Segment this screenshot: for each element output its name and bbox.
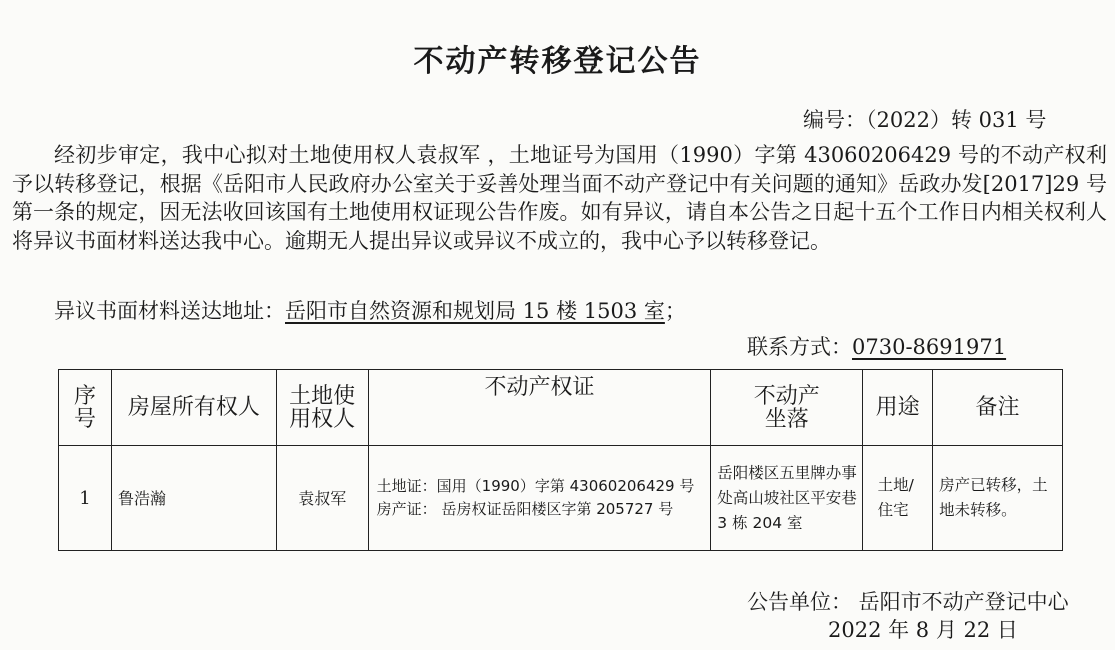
row-usage: 土地/住宅 xyxy=(863,446,933,551)
row-seq: 1 xyxy=(59,446,112,551)
house-certificate: 房产证： 岳房权证岳阳楼区字第 205727 号 xyxy=(376,500,674,518)
contact-label: 联系方式： xyxy=(747,335,852,359)
address-suffix: ； xyxy=(664,299,686,323)
header-owner: 房屋所有权人 xyxy=(111,370,276,446)
header-usage: 用途 xyxy=(863,370,933,446)
table-header-row xyxy=(59,370,1063,446)
objection-address xyxy=(54,295,686,325)
announcement-body xyxy=(12,141,1107,255)
row-remark: 房产已转移，土地未转移。 xyxy=(933,446,1063,551)
header-seq: 序号 xyxy=(59,370,112,446)
announcement-date: 2022 年 8 月 22 日 xyxy=(828,618,1018,642)
address-label: 异议书面材料送达地址： xyxy=(54,299,285,323)
land-certificate: 土地证：国用（1990）字第 43060206429 号 xyxy=(376,477,695,495)
row-location: 岳阳楼区五里牌办事处高山坡社区平安巷 3 栋 204 室 xyxy=(711,446,863,551)
row-certificate xyxy=(368,446,711,551)
header-remark: 备注 xyxy=(933,370,1063,446)
document-number: 编号：（2022）转 031 号 xyxy=(803,108,1047,132)
address-value: 岳阳市自然资源和规划局 15 楼 1503 室 xyxy=(285,299,665,323)
header-land-user: 土地使用权人 xyxy=(276,370,368,446)
header-certificate: 不动产权证 xyxy=(368,370,711,446)
row-owner: 鲁浩瀚 xyxy=(111,446,276,551)
header-location: 不动产坐落 xyxy=(711,370,863,446)
announcing-unit: 公告单位： 岳阳市不动产登记中心 xyxy=(747,590,1069,614)
contact-info xyxy=(747,331,1006,361)
contact-phone: 0730-8691971 xyxy=(852,335,1007,359)
row-land-user: 袁叔军 xyxy=(276,446,368,551)
page-title: 不动产转移登记公告 xyxy=(413,44,702,79)
registration-table xyxy=(58,369,1063,551)
table-row xyxy=(59,446,1063,551)
body-paragraph: 经初步审定，我中心拟对土地使用权人袁叔军 ，土地证号为国用（1990）字第 43060206429 号的不动产权利予以转移登记，根据《岳阳市人民政府办公室关于妥善处理当面不动产登记中有关问题的通知》岳政办发[2017]29 号第一条的规定，因无法收回该国有土地使用权证现公告作废。如有异议，请自本公告之日起十五个工作日内相关权利人将异议书面材料送达我中心。逾期无人提出异议或异议不成立的，我中心予以转移登记。 xyxy=(12,143,1107,253)
